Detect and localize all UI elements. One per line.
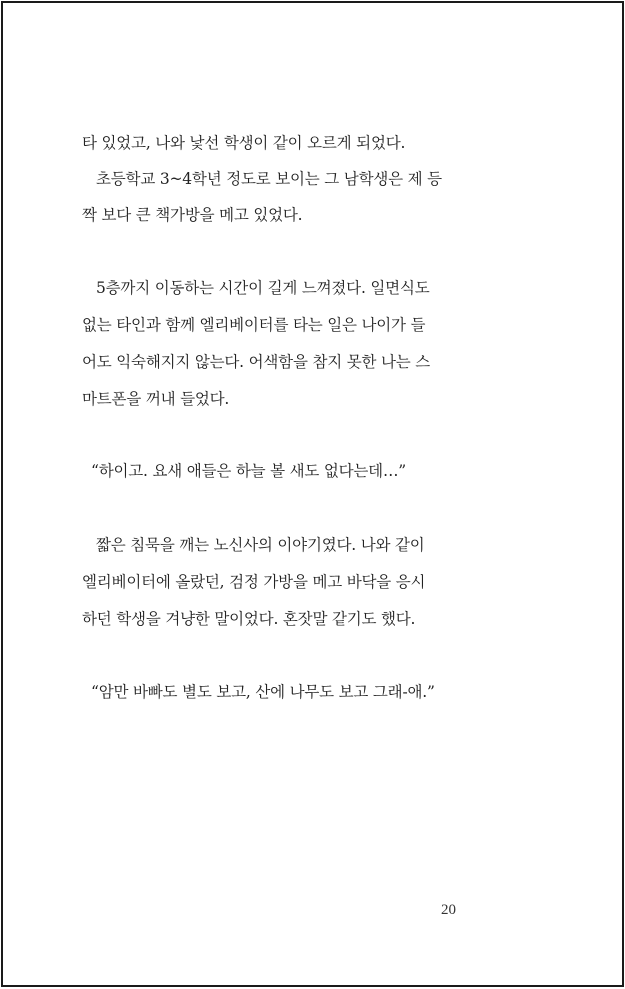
paragraph-line: 없는 타인과 함께 엘리베이터를 타는 일은 나이가 들 [82, 316, 426, 334]
paragraph-line: 5층까지 이동하는 시간이 길게 느껴졌다. 일면식도 [96, 279, 430, 297]
paragraph-line: 짝 보다 큰 책가방을 메고 있었다. [82, 206, 303, 224]
paragraph-line: 타 있었고, 나와 낯선 학생이 같이 오르게 되었다. [82, 134, 406, 152]
page-number: 20 [441, 902, 456, 918]
paragraph-line: 어도 익숙해지지 않는다. 어색함을 참지 못한 나는 스 [82, 353, 431, 371]
dialogue-line: “암만 바빠도 별도 보고, 산에 나무도 보고 그래-애.” [91, 683, 435, 701]
paragraph-line: 하던 학생을 겨냥한 말이었다. 혼잣말 같기도 했다. [82, 610, 416, 628]
paragraph-line: 마트폰을 꺼내 들었다. [82, 390, 230, 408]
dialogue-line: “하이고. 요새 애들은 하늘 볼 새도 없다는데…” [91, 462, 406, 480]
paragraph-line: 초등학교 3~4학년 정도로 보이는 그 남학생은 제 등 [96, 170, 442, 188]
paragraph-line: 엘리베이터에 올랐던, 검정 가방을 메고 바닥을 응시 [82, 573, 426, 591]
book-page [1, 1, 624, 987]
paragraph-line: 짧은 침묵을 깨는 노신사의 이야기였다. 나와 같이 [96, 536, 425, 554]
